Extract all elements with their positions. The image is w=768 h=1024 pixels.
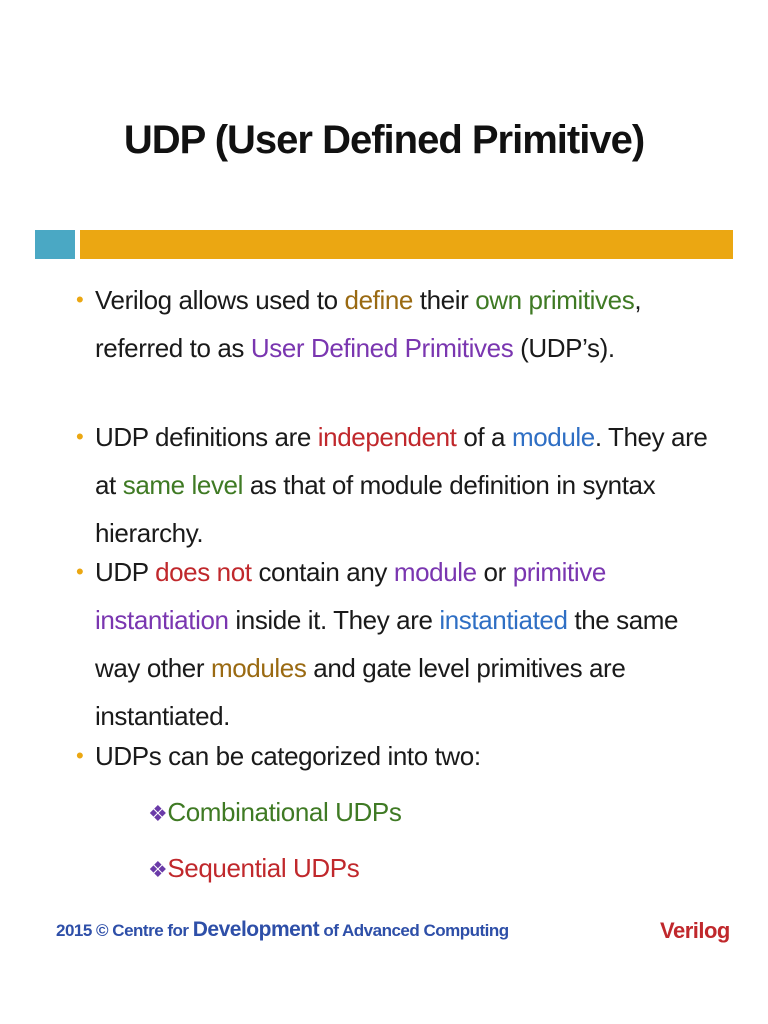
sub-item-label: Sequential UDPs bbox=[167, 853, 360, 883]
bullet-text: UDP does not contain any module or primitive instantiation inside it. They are instantiated the same way other modules and gate level primitives are instantiated. bbox=[95, 557, 679, 731]
slide-title: UDP (User Defined Primitive) bbox=[123, 118, 645, 162]
sub-item-combinational bbox=[148, 788, 401, 838]
highlight: User Defined Primitives bbox=[250, 333, 514, 363]
bullet-dot-icon: • bbox=[76, 743, 84, 768]
bullet-dot-icon: • bbox=[76, 287, 84, 312]
highlight: instantiated bbox=[439, 605, 568, 635]
highlight: primitive instantiation bbox=[95, 557, 606, 635]
highlight: same level bbox=[122, 470, 243, 500]
diamond-bullet-icon: ❖ bbox=[148, 801, 168, 826]
highlight: module bbox=[393, 557, 477, 587]
bullet-item-3 bbox=[76, 548, 716, 740]
decor-bar-small bbox=[35, 230, 75, 259]
highlight: own primitives bbox=[475, 285, 635, 315]
footer-topic: Verilog bbox=[660, 918, 730, 943]
bullet-text: Verilog allows used to define their own primitives, referred to as User Defined Primitives (UDP’s). bbox=[95, 285, 642, 363]
highlight: define bbox=[344, 285, 413, 315]
highlight: module bbox=[511, 422, 595, 452]
highlight: modules bbox=[210, 653, 307, 683]
bullet-dot-icon: • bbox=[76, 559, 84, 584]
sub-item-label: Combinational UDPs bbox=[167, 797, 402, 827]
bullet-text: UDPs can be categorized into two: bbox=[95, 741, 481, 771]
diamond-bullet-icon: ❖ bbox=[148, 857, 168, 882]
footer-copyright: 2015 © Centre for Development of Advanced Computing bbox=[56, 918, 509, 941]
decor-bar-accent bbox=[80, 230, 733, 259]
bullet-item-2 bbox=[76, 413, 716, 557]
bullet-dot-icon: • bbox=[76, 424, 84, 449]
highlight: does not bbox=[155, 557, 252, 587]
bullet-text: UDP definitions are independent of a module. They are at same level as that of module definition in syntax hierarchy. bbox=[95, 422, 708, 548]
bullet-item-1 bbox=[76, 276, 716, 372]
bullet-item-4 bbox=[76, 732, 716, 780]
sub-item-sequential bbox=[148, 844, 359, 894]
highlight: independent bbox=[317, 422, 457, 452]
